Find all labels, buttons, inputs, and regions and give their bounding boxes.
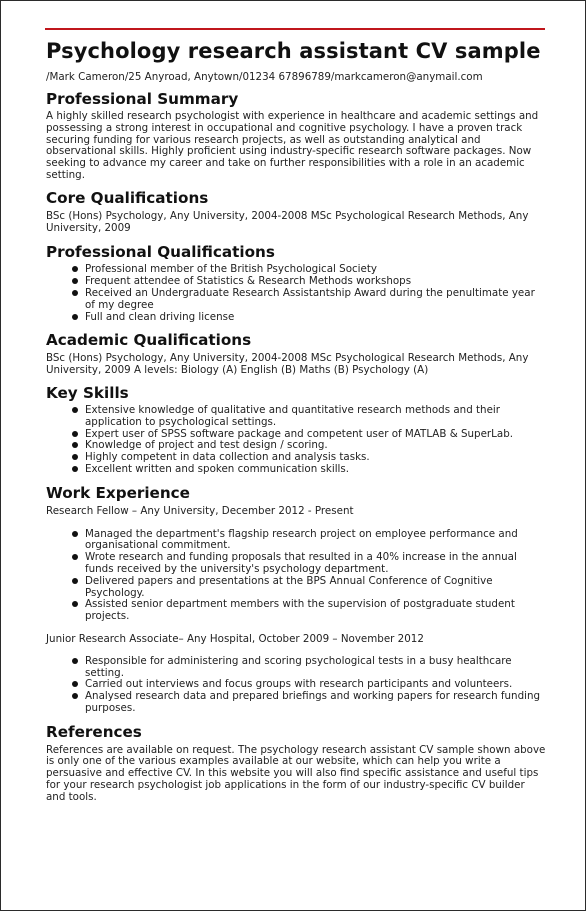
list-item: Analysed research data and prepared briefings and working papers for research funding purposes. bbox=[46, 691, 546, 715]
job-title: Junior Research Associate– Any Hospital, October 2009 – November 2012 bbox=[46, 632, 424, 645]
list-item: Wrote research and funding proposals that resulted in a 40% increase in the annual funds received by the university's psychology department. bbox=[46, 552, 546, 576]
job-title: Research Fellow – Any University, December 2012 - Present bbox=[46, 504, 354, 517]
job-duties-list bbox=[46, 656, 546, 715]
bullet-icon bbox=[72, 290, 78, 296]
list-item: Assisted senior department members with the supervision of postgraduate student projects. bbox=[46, 599, 546, 623]
core-text: BSc (Hons) Psychology, Any University, 2004-2008 MSc Psychological Research Methods, Any University, 2009 bbox=[46, 209, 529, 234]
summary-heading: Professional Summary bbox=[46, 90, 239, 108]
list-item: Responsible for administering and scoring psychological tests in a busy healthcare setting. bbox=[46, 656, 546, 680]
academic-text: BSc (Hons) Psychology, Any University, 2004-2008 MSc Psychological Research Methods, Any University, 2009 A levels: Biology (A) English (B) Maths (B) Psychology (A) bbox=[46, 352, 529, 377]
references-text: References are available on request. The psychology research assistant CV sample shown above is only one of the various examples available at our website, which can help you write a persuasive and effective CV. In this website you will also find specific assistance and useful tips for your research psychologist job applications in the form of our industry-specific CV builder and tools. bbox=[46, 743, 546, 803]
bullet-icon bbox=[72, 454, 78, 460]
bullet-icon bbox=[72, 407, 78, 413]
list-item: Carried out interviews and focus groups with research participants and volunteers. bbox=[46, 679, 546, 691]
bullet-icon bbox=[72, 266, 78, 272]
bullet-icon bbox=[72, 466, 78, 472]
skills-heading: Key Skills bbox=[46, 383, 129, 402]
summary-text: A highly skilled research psychologist with experience in healthcare and academic settings and possessing a strong interest in occupational and cognitive psychology. I have a proven track securing funding for various research projects, as well as outstanding analytical and observational skills. Highly proficient using industry-specific research software packages. Now seeking to advance my career and take on further responsibilities with a role in an academic setting. bbox=[46, 110, 539, 181]
list-item: Received an Undergraduate Research Assistantship Award during the penultimate year of my degree bbox=[46, 288, 546, 312]
cv-title: Psychology research assistant CV sample bbox=[46, 39, 541, 63]
list-item: Managed the department's flagship research project on employee performance and organisational commitment. bbox=[46, 529, 546, 553]
list-item: Highly competent in data collection and analysis tasks. bbox=[46, 452, 546, 464]
bullet-icon bbox=[72, 554, 78, 560]
list-item: Expert user of SPSS software package and competent user of MATLAB & SuperLab. bbox=[46, 429, 546, 441]
bullet-icon bbox=[72, 681, 78, 687]
bullet-icon bbox=[72, 278, 78, 284]
bullet-icon bbox=[72, 601, 78, 607]
list-item: Excellent written and spoken communication skills. bbox=[46, 464, 546, 476]
professional-heading: Professional Qualifications bbox=[46, 243, 275, 262]
bullet-icon bbox=[72, 431, 78, 437]
bullet-icon bbox=[72, 442, 78, 448]
bullet-icon bbox=[72, 658, 78, 664]
cv-content bbox=[46, 37, 546, 804]
list-item: Extensive knowledge of qualitative and quantitative research methods and their application to psychological settings. bbox=[46, 405, 546, 429]
bullet-icon bbox=[72, 314, 78, 320]
academic-heading: Academic Qualifications bbox=[46, 331, 252, 350]
skills-list bbox=[46, 405, 546, 476]
work-heading: Work Experience bbox=[46, 483, 190, 502]
bullet-icon bbox=[72, 531, 78, 537]
list-item: Delivered papers and presentations at the BPS Annual Conference of Cognitive Psychology. bbox=[46, 576, 546, 600]
header-rule bbox=[45, 28, 545, 30]
list-item: Full and clean driving license bbox=[46, 312, 546, 324]
bullet-icon bbox=[72, 578, 78, 584]
bullet-icon bbox=[72, 693, 78, 699]
references-heading: References bbox=[46, 722, 142, 741]
list-item: Professional member of the British Psychological Society bbox=[46, 264, 546, 276]
core-heading: Core Qualifications bbox=[46, 188, 209, 207]
job-duties-list bbox=[46, 529, 546, 623]
list-item: Frequent attendee of Statistics & Research Methods workshops bbox=[46, 276, 546, 288]
contact-line: /Mark Cameron/25 Anyroad, Anytown/01234 67896789/markcameron@anymail.com bbox=[46, 71, 483, 83]
professional-list bbox=[46, 264, 546, 323]
list-item: Knowledge of project and test design / scoring. bbox=[46, 440, 546, 452]
